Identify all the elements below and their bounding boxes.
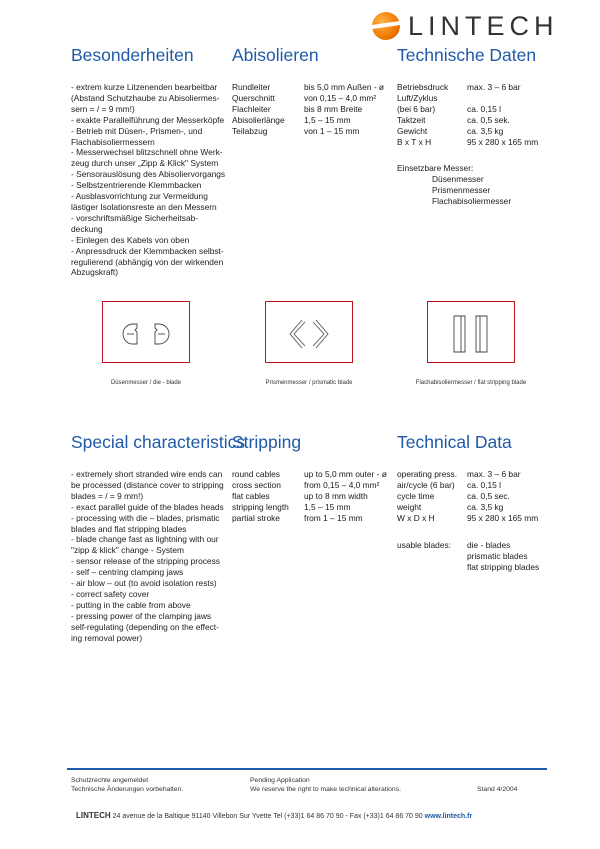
list-item: be processed (distance cover to stripping (71, 479, 224, 490)
spec-label: B x T x H (397, 137, 432, 147)
logo-text: LINTECH (408, 11, 559, 41)
spec-label: weight (397, 502, 422, 512)
list-item: - exakte Parallelführung der Messerköpfe (71, 114, 225, 125)
spec-label: Querschnitt (232, 93, 275, 103)
spec-value: 1,5 – 15 mm (304, 115, 351, 125)
list-item: sern = / = 9 mm!) (71, 103, 135, 114)
spec-label: flat cables (232, 491, 270, 501)
footer-website-link[interactable]: www.lintech.fr (424, 813, 473, 820)
german-blade-item: Flachabisoliermesser (432, 196, 512, 206)
german-blade-item: Düsenmesser (432, 174, 484, 184)
english-stripping-specs (232, 469, 397, 529)
spec-value: 1,5 – 15 mm (304, 502, 351, 512)
list-item: Flachabisoliermessern (71, 136, 155, 147)
english-tech-specs (397, 469, 572, 529)
list-item: ing removal power) (71, 632, 143, 643)
list-item: lästiger Isolationsreste an den Messern (71, 201, 217, 212)
flat-blade-icon (428, 302, 514, 362)
footer-address: 24 avenue de la Baltique 91140 Villebon Sur Yvette Tel (+33)1 64 86 70 90 - Fax (+33)1 64 86 70 90 (112, 813, 423, 820)
spec-label: Flachleiter (232, 104, 271, 114)
footer-stand: Stand 4/2004 (477, 786, 518, 793)
german-stripping-specs (232, 82, 397, 142)
list-item: - self – centring clamping jaws (71, 567, 184, 578)
spec-label: cycle time (397, 491, 435, 501)
list-item: - blade change fast as lightning with our (71, 534, 219, 545)
list-item: deckung (71, 223, 103, 234)
lintech-logo (372, 10, 582, 42)
footer-divider (67, 768, 547, 770)
spec-value: 95 x 280 x 165 mm (467, 137, 539, 147)
spec-label: cross section (232, 480, 281, 490)
heading-technische-daten: Technische Daten (397, 45, 537, 65)
heading-abisolieren: Abisolieren (232, 45, 319, 65)
spec-label: W x D x H (397, 513, 435, 523)
spec-value: max. 3 – 6 bar (467, 82, 521, 92)
spec-value: up to 8 mm width (304, 491, 368, 501)
list-item: - air blow – out (to avoid isolation rests) (71, 578, 217, 589)
german-tech-specs (397, 82, 572, 152)
spec-label: stripping length (232, 502, 289, 512)
list-item: - correct safety cover (71, 588, 150, 599)
list-item: - vorschriftsmäßige Sicherheitsab- (71, 212, 199, 223)
list-item: Abzugskraft) (71, 267, 119, 278)
list-item: - extrem kurze Litzenenden bearbeitbar (71, 82, 218, 92)
english-blade-item: flat stripping blades (467, 562, 540, 572)
list-item: - sensor release of the stripping process (71, 556, 220, 567)
spec-value: ca. 0,15 l (467, 104, 501, 114)
list-item: blades and flat stripping blades (71, 523, 187, 534)
list-item: - pressing power of the clamping jaws (71, 610, 212, 621)
list-item: - Einlegen des Kabels von oben (71, 234, 190, 245)
list-item: - exact parallel guide of the blades heads (71, 501, 224, 512)
spec-label: (bei 6 bar) (397, 104, 436, 114)
english-features-list (71, 469, 231, 644)
footer-alterations-de: Technische Änderungen vorbehalten. (71, 786, 184, 793)
footer-patent-en: Pending Application (250, 777, 310, 784)
spec-value: up to 5,0 mm outer - ø (304, 469, 387, 479)
footer-company: LINTECH (76, 811, 111, 820)
die-blade-caption: Düsenmesser / die - blade (110, 380, 182, 386)
list-item: blades = / = 9 mm!) (71, 490, 144, 501)
heading-special-characteristics: Special characteristics (71, 432, 246, 452)
german-blades-title: Einsetzbare Messer: (397, 163, 474, 173)
spec-value: ca. 0,5 sek. (467, 115, 510, 125)
spec-label: round cables (232, 469, 280, 479)
spec-label: Gewicht (397, 126, 428, 136)
heading-technical-data: Technical Data (397, 432, 512, 452)
list-item: regulierend (abhängig von der wirkenden (71, 256, 224, 267)
spec-label: Abisolierlänge (232, 115, 285, 125)
spec-value: ca. 3,5 kg (467, 502, 504, 512)
list-item: - Anpressdruck der Klemmbacken selbst- (71, 245, 224, 256)
spec-label: Teilabzug (232, 126, 268, 136)
english-blade-item: die - blades (467, 540, 511, 550)
spec-label: partial stroke (232, 513, 280, 523)
prismatic-blade-caption: Prismenmesser / prismatic blade (265, 380, 353, 386)
logo-sphere-icon (372, 12, 400, 40)
spec-value: bis 5,0 mm Außen - ø (304, 82, 385, 92)
spec-value: from 0,15 – 4,0 mm² (304, 480, 380, 490)
heading-besonderheiten: Besonderheiten (71, 45, 194, 65)
spec-label: Taktzeit (397, 115, 426, 125)
spec-value: ca. 0,15 l (467, 480, 501, 490)
spec-value: from 1 – 15 mm (304, 513, 363, 523)
list-item: - Messerwechsel blitzschnell ohne Werk- (71, 147, 223, 158)
spec-value: max. 3 – 6 bar (467, 469, 521, 479)
list-item: - Selbstzentrierende Klemmbacken (71, 180, 202, 191)
die-blade-figure (102, 301, 190, 363)
list-item: "zipp & klick" change - System (71, 545, 185, 556)
heading-stripping: Stripping (232, 432, 302, 452)
spec-value: ca. 0,5 sec. (467, 491, 510, 501)
spec-value: 95 x 280 x 165 mm (467, 513, 539, 523)
spec-value: ca. 3,5 kg (467, 126, 504, 136)
list-item: zeug durch unser „Zipp & Klick" System (71, 158, 219, 169)
spec-value: von 1 – 15 mm (304, 126, 360, 136)
list-item: - putting in the cable from above (71, 599, 191, 610)
footer-alterations-en: We reserve the right to make technical alterations. (250, 786, 401, 793)
footer-address-line (76, 811, 472, 821)
spec-value: bis 8 mm Breite (304, 104, 363, 114)
prismatic-blade-icon (266, 302, 352, 362)
list-item: - processing with die – blades, prismatic (71, 512, 220, 523)
english-blades-label: usable blades: (397, 540, 452, 550)
list-item: - extremely short stranded wire ends can (71, 469, 223, 479)
footer-patent-de: Schutzrechte angemeldet (71, 777, 149, 784)
spec-label: air/cycle (6 bar) (397, 480, 455, 490)
spec-label: operating press. (397, 469, 458, 479)
spec-label: Rundleiter (232, 82, 271, 92)
spec-label: Luft/Zyklus (397, 93, 438, 103)
spec-value: von 0,15 – 4,0 mm² (304, 93, 377, 103)
flat-blade-figure (427, 301, 515, 363)
die-blade-icon (103, 302, 189, 362)
list-item: - Betrieb mit Düsen-, Prismen-, und (71, 125, 203, 136)
list-item: (Abstand Schutzhaube zu Abisoliermes- (71, 92, 220, 103)
german-features-list (71, 82, 231, 278)
german-blade-item: Prismenmesser (432, 185, 491, 195)
list-item: - Ausblasvorrichtung zur Vermeidung (71, 191, 208, 202)
flat-blade-caption: Flachabisoliermesser / flat stripping blade (415, 380, 527, 386)
english-blade-item: prismatic blades (467, 551, 528, 561)
list-item: - Sensorauslösung des Abisoliervorgangs (71, 169, 226, 180)
list-item: self-regulating (depending on the effect- (71, 621, 219, 632)
prismatic-blade-figure (265, 301, 353, 363)
spec-label: Betriebsdruck (397, 82, 449, 92)
